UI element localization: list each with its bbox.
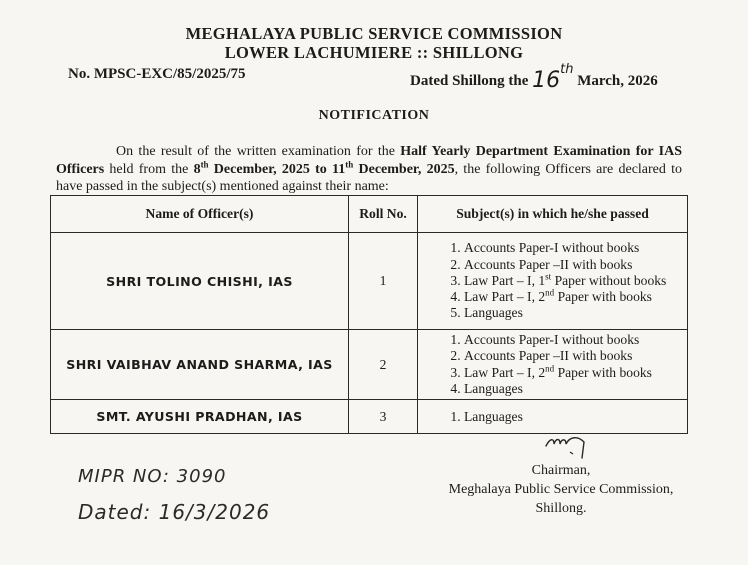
table-row [51,233,688,330]
handwritten-day: 16 [532,68,561,93]
exam-dates [193,158,455,177]
subjects-cell [418,233,688,330]
body-text-1: On the result of the written examination for the [116,144,401,159]
subject-text-pre: Languages [464,305,523,321]
signatory-org: Meghalaya Public Service Commission, [448,482,674,497]
officer-name: SHRI VAIBHAV ANAND SHARMA, IAS [51,330,349,400]
subject-text-sup: nd [545,287,555,298]
subject-text-sup: nd [545,363,555,374]
body-text-3: , the following Officers are declared to have passed in the subject(s) mentioned against their name: [56,161,683,194]
subject-text-pre: Languages [464,408,523,424]
end-day-suffix: th [345,158,354,169]
notification-body [56,143,682,196]
handwritten-mipr-number: MIPR NO: 3090 [78,466,227,487]
subject-text-pre: Accounts Paper-I without books [464,332,640,347]
subject-item [464,409,687,425]
subject-text-pre: Law Part – I, 1 [464,272,546,288]
subject-text-pre: Accounts Paper-I without books [464,240,640,256]
signatory-title: Chairman, [531,463,591,478]
start-day-suffix: th [200,158,209,169]
roll-number: 3 [349,400,418,434]
date-line [410,62,658,93]
subject-text-pre: Accounts Paper –II with books [464,348,633,364]
body-text-2: held from the [104,161,194,177]
subjects-list [442,409,687,425]
subject-item [464,240,687,256]
table-header-row [51,196,688,233]
subject-text-pre: Accounts Paper –II with books [464,256,633,272]
subject-text-pre: Law Part – I, 2 [464,289,546,305]
table-row [51,400,688,434]
reference-number: No. MPSC-EXC/85/2025/75 [68,66,246,82]
commission-address: LOWER LACHUMIERE :: SHILLONG [224,43,524,62]
officer-name: SHRI TOLINO CHISHI, IAS [51,233,349,330]
subject-text-pre: Languages [464,380,523,396]
start-month-end-day: December, 2025 to 11 [208,161,346,177]
subject-text-post: Paper with books [554,364,652,380]
subjects-list [442,240,687,321]
handwritten-mipr-date: Dated: 16/3/2026 [78,500,271,524]
subject-item [464,305,687,321]
subject-text-pre: Law Part – I, 2 [464,364,546,380]
table-row [51,330,688,400]
commission-name: MEGHALAYA PUBLIC SERVICE COMMISSION [185,24,563,43]
subject-item [464,257,687,273]
subject-text-sup: st [545,271,552,282]
handwritten-day-suffix: th [560,62,574,77]
header-subjects: Subject(s) in which he/she passed [418,196,688,233]
subject-text-post: Paper without books [551,272,667,288]
subject-item [464,348,687,364]
subjects-cell [418,330,688,400]
subject-item [464,381,687,397]
subjects-list [442,332,687,397]
roll-number: 1 [349,233,418,330]
subject-item [464,289,687,305]
subject-item [464,332,687,348]
end-month: December, 2025 [353,161,455,177]
start-day: 8 [193,161,201,177]
roll-number: 2 [349,330,418,400]
header-roll: Roll No. [349,196,418,233]
results-table [50,195,688,434]
signatory-place: Shillong. [535,501,587,516]
officer-name: SMT. AYUSHI PRADHAN, IAS [51,400,349,434]
subjects-cell [418,400,688,434]
subject-text-post: Paper with books [554,289,652,305]
signature-scribble [540,432,600,464]
date-suffix: March, 2026 [577,73,658,89]
signatory-block [445,461,677,518]
header-name: Name of Officer(s) [51,196,349,233]
notification-title: NOTIFICATION [318,108,430,123]
subject-item [464,365,687,381]
exam-name: Half Yearly Department Examination for IAS Officers [56,144,682,177]
date-prefix: Dated Shillong the [410,73,529,89]
subject-item [464,273,687,289]
